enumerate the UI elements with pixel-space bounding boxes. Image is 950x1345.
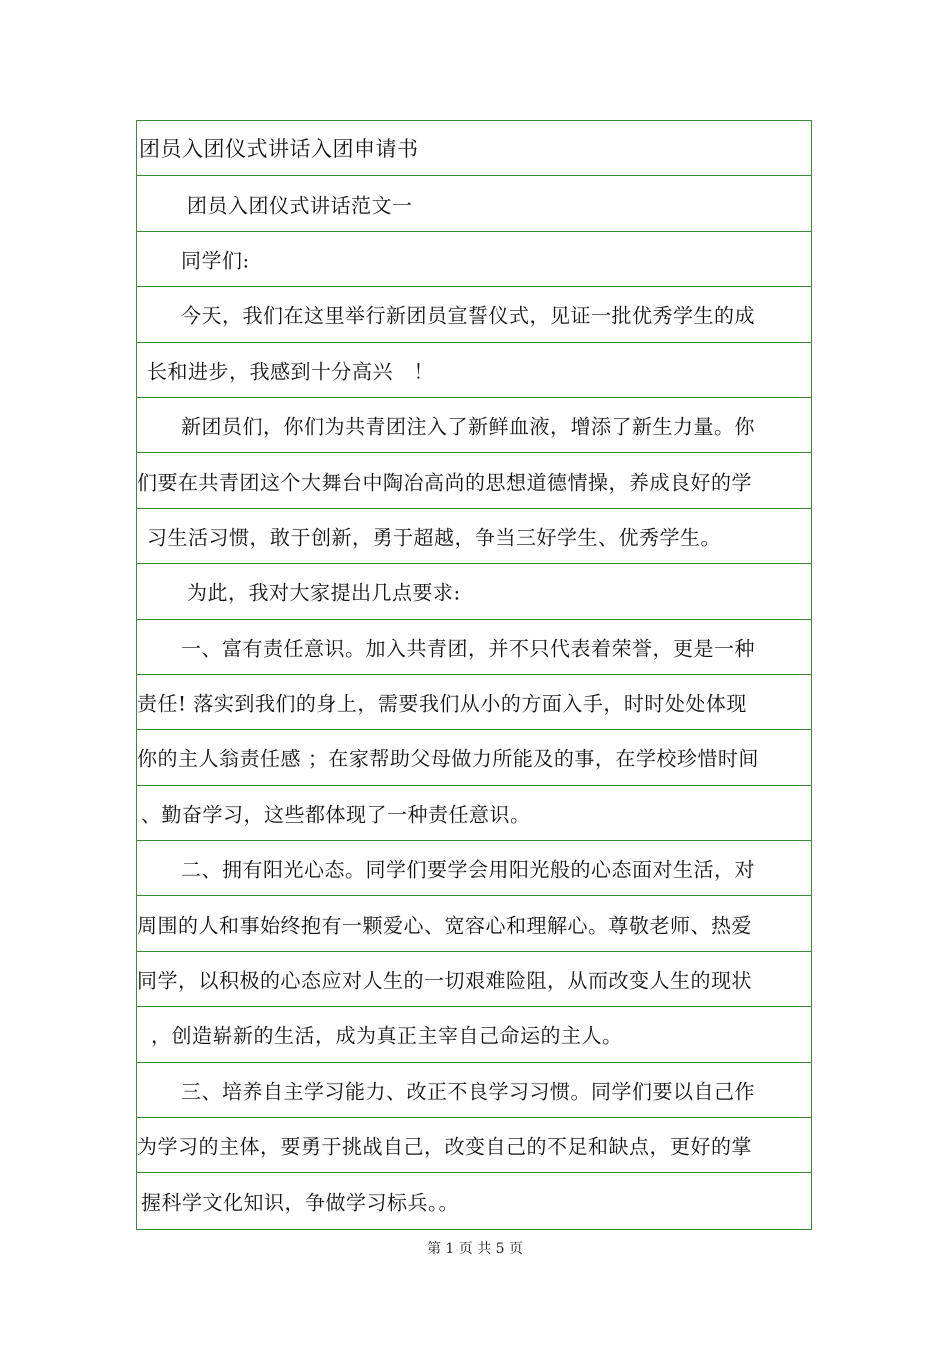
paragraph-line: 二、拥有阳光心态。同学们要学会用阳光般的心态面对生活，对 (181, 857, 755, 882)
paragraph-line: 你的主人翁责任感 ；在家帮助父母做力所能及的事，在学校珍惜时间 (137, 746, 759, 771)
salutation: 同学们: (181, 248, 250, 273)
text-row (137, 287, 811, 342)
paragraph-line: 周围的人和事始终抱有一颗爱心、宽容心和理解心。尊敬老师、热爱 (137, 913, 752, 938)
document-title: 团员入团仪式讲话入团申请书 (139, 137, 419, 162)
title-row (137, 121, 811, 176)
text-row (137, 620, 811, 675)
text-row (137, 343, 811, 398)
paragraph-line: 三、培养自主学习能力、改正不良学习习惯。同学们要以自己作 (181, 1079, 755, 1104)
paragraph-line: 握科学文化知识，争做学习标兵。。 (141, 1190, 459, 1215)
text-row (137, 176, 811, 231)
text-row (137, 841, 811, 896)
paragraph-line: 责任! 落实到我们的身上，需要我们从小的方面入手，时时处处体现 (137, 691, 747, 716)
paragraph-line: ，创造崭新的生活，成为真正主宰自己命运的主人。 (151, 1023, 623, 1048)
text-row (137, 786, 811, 841)
paragraph-line: 今天，我们在这里举行新团员宣誓仪式，见证一批优秀学生的成 (181, 303, 755, 328)
text-row (137, 1118, 811, 1173)
paragraph-line: 为学习的主体，要勇于挑战自己，改变自己的不足和缺点，更好的掌 (137, 1134, 752, 1159)
text-row (137, 896, 811, 951)
text-row (137, 952, 811, 1007)
text-row (137, 1063, 811, 1118)
text-row (137, 398, 811, 453)
paragraph-line: 一、富有责任意识。加入共青团，并不只代表着荣誉，更是一种 (181, 636, 755, 661)
paragraph-line: 同学，以积极的心态应对人生的一切艰难险阻，从而改变人生的现状 (137, 968, 752, 993)
paragraph-line: 为此，我对大家提出几点要求: (187, 580, 461, 605)
paragraph-line: 新团员们，你们为共青团注入了新鲜血液，增添了新生力量。你 (181, 414, 755, 439)
text-row (137, 1173, 811, 1228)
section-heading: 团员入团仪式讲话范文一 (187, 193, 413, 218)
page-number-footer: 第 1 页 共 5 页 (426, 1241, 524, 1257)
text-row (137, 564, 811, 619)
ruled-text-grid (136, 120, 812, 1230)
paragraph-line: 长和进步，我感到十分高兴 ！ (147, 359, 434, 384)
text-row (137, 730, 811, 785)
text-row (137, 232, 811, 287)
text-row (137, 509, 811, 564)
text-row (137, 453, 811, 508)
paragraph-line: 、勤奋学习，这些都体现了一种责任意识。 (141, 802, 531, 827)
text-row (137, 675, 811, 730)
paragraph-line: 们要在共青团这个大舞台中陶冶高尚的思想道德情操，养成良好的学 (137, 470, 752, 495)
text-row (137, 1007, 811, 1062)
paragraph-line: 习生活习惯，敢于创新，勇于超越，争当三好学生、优秀学生。 (147, 525, 721, 550)
